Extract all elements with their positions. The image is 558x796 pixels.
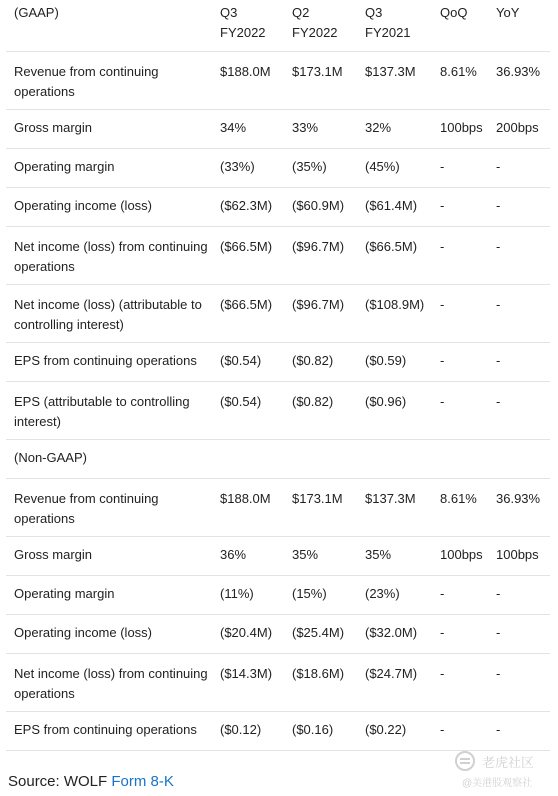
q2-fy2022-value: ($0.16) bbox=[292, 711, 365, 750]
q2-fy2022-value: ($0.82) bbox=[292, 381, 365, 439]
yoy-value: - bbox=[496, 711, 550, 750]
q2-fy2022-value: ($60.9M) bbox=[292, 187, 365, 226]
q2-fy2022-value: (35%) bbox=[292, 148, 365, 187]
q3-fy2021-value: ($32.0M) bbox=[365, 614, 440, 653]
table-row bbox=[6, 226, 550, 284]
yoy-value: 200bps bbox=[496, 109, 550, 148]
q3-fy2022-value: (33%) bbox=[220, 148, 292, 187]
tiger-logo-icon bbox=[452, 750, 478, 772]
qoq-value: - bbox=[440, 614, 496, 653]
non-gaap-section-row bbox=[6, 439, 550, 478]
q2-fy2022-value: ($96.7M) bbox=[292, 284, 365, 342]
q3-fy2022-value: ($0.54) bbox=[220, 381, 292, 439]
table-row bbox=[6, 381, 550, 439]
q3-fy2021-value: ($61.4M) bbox=[365, 187, 440, 226]
q2-fy2022-value: ($96.7M) bbox=[292, 226, 365, 284]
table-row bbox=[6, 653, 550, 711]
qoq-value: - bbox=[440, 653, 496, 711]
q2-fy2022-value: 35% bbox=[292, 536, 365, 575]
table-row bbox=[6, 148, 550, 187]
row-label: Gross margin bbox=[6, 536, 220, 575]
qoq-value: 8.61% bbox=[440, 478, 496, 536]
yoy-value: - bbox=[496, 381, 550, 439]
q3-fy2022-value: ($14.3M) bbox=[220, 653, 292, 711]
yoy-value: - bbox=[496, 284, 550, 342]
qoq-value: 100bps bbox=[440, 109, 496, 148]
q3-fy2022-value: $188.0M bbox=[220, 478, 292, 536]
q2-fy2022-value: $173.1M bbox=[292, 478, 365, 536]
q3-fy2022-value: ($66.5M) bbox=[220, 284, 292, 342]
row-label: Operating margin bbox=[6, 575, 220, 614]
q3-fy2022-value: ($62.3M) bbox=[220, 187, 292, 226]
q3-fy2022-value: ($0.12) bbox=[220, 711, 292, 750]
table-row bbox=[6, 284, 550, 342]
q3-fy2021-value: $137.3M bbox=[365, 51, 440, 109]
gaap-header: (GAAP) bbox=[6, 0, 220, 51]
q3-fy2022-value: ($20.4M) bbox=[220, 614, 292, 653]
table-row bbox=[6, 342, 550, 381]
table-header-row bbox=[6, 0, 550, 51]
qoq-header: QoQ bbox=[440, 0, 496, 51]
q3-fy2022-value: ($66.5M) bbox=[220, 226, 292, 284]
q3-fy2022-value: ($0.54) bbox=[220, 342, 292, 381]
table-row bbox=[6, 187, 550, 226]
q3-fy2021-header: Q3 FY2021 bbox=[365, 0, 440, 51]
row-label: Net income (loss) (attributable to controlling interest) bbox=[6, 284, 220, 342]
q2-fy2022-value: ($0.82) bbox=[292, 342, 365, 381]
table-row bbox=[6, 711, 550, 750]
row-label: Net income (loss) from continuing operations bbox=[6, 226, 220, 284]
yoy-value: 100bps bbox=[496, 536, 550, 575]
non-gaap-label: (Non-GAAP) bbox=[6, 439, 550, 478]
q3-fy2021-value: 32% bbox=[365, 109, 440, 148]
row-label: Operating income (loss) bbox=[6, 614, 220, 653]
q3-fy2021-value: ($24.7M) bbox=[365, 653, 440, 711]
yoy-value: - bbox=[496, 226, 550, 284]
qoq-value: - bbox=[440, 575, 496, 614]
q2-fy2022-value: ($18.6M) bbox=[292, 653, 365, 711]
q3-fy2022-value: (11%) bbox=[220, 575, 292, 614]
source-prefix: Source: WOLF bbox=[8, 773, 112, 790]
table-row bbox=[6, 109, 550, 148]
yoy-value: - bbox=[496, 148, 550, 187]
yoy-value: - bbox=[496, 575, 550, 614]
qoq-value: - bbox=[440, 342, 496, 381]
q2-fy2022-value: (15%) bbox=[292, 575, 365, 614]
q3-fy2022-header: Q3 FY2022 bbox=[220, 0, 292, 51]
table-row bbox=[6, 536, 550, 575]
q3-fy2021-value: ($0.22) bbox=[365, 711, 440, 750]
row-label: Operating income (loss) bbox=[6, 187, 220, 226]
yoy-value: - bbox=[496, 342, 550, 381]
qoq-value: 100bps bbox=[440, 536, 496, 575]
table-row bbox=[6, 575, 550, 614]
row-label: Operating margin bbox=[6, 148, 220, 187]
table-row bbox=[6, 478, 550, 536]
table-row bbox=[6, 614, 550, 653]
q3-fy2021-value: ($108.9M) bbox=[365, 284, 440, 342]
q3-fy2021-value: ($0.59) bbox=[365, 342, 440, 381]
qoq-value: - bbox=[440, 711, 496, 750]
qoq-value: - bbox=[440, 284, 496, 342]
q3-fy2021-value: ($66.5M) bbox=[365, 226, 440, 284]
row-label: EPS from continuing operations bbox=[6, 711, 220, 750]
watermark bbox=[452, 750, 552, 792]
yoy-value: 36.93% bbox=[496, 478, 550, 536]
financial-results-table bbox=[6, 0, 550, 751]
q3-fy2021-value: (45%) bbox=[365, 148, 440, 187]
row-label: EPS (attributable to controlling interest) bbox=[6, 381, 220, 439]
yoy-value: - bbox=[496, 614, 550, 653]
yoy-value: - bbox=[496, 653, 550, 711]
form-8k-link[interactable]: Form 8-K bbox=[111, 773, 174, 790]
q2-fy2022-value: 33% bbox=[292, 109, 365, 148]
q3-fy2022-value: 36% bbox=[220, 536, 292, 575]
row-label: Revenue from continuing operations bbox=[6, 478, 220, 536]
q2-fy2022-value: ($25.4M) bbox=[292, 614, 365, 653]
row-label: Revenue from continuing operations bbox=[6, 51, 220, 109]
watermark-line2: @美港股观察社 bbox=[462, 778, 533, 789]
yoy-value: - bbox=[496, 187, 550, 226]
yoy-value: 36.93% bbox=[496, 51, 550, 109]
qoq-value: - bbox=[440, 381, 496, 439]
q3-fy2021-value: (23%) bbox=[365, 575, 440, 614]
qoq-value: - bbox=[440, 226, 496, 284]
q2-fy2022-header: Q2 FY2022 bbox=[292, 0, 365, 51]
q3-fy2021-value: ($0.96) bbox=[365, 381, 440, 439]
watermark-line1: 老虎社区 bbox=[482, 755, 535, 770]
yoy-header: YoY bbox=[496, 0, 550, 51]
row-label: EPS from continuing operations bbox=[6, 342, 220, 381]
q3-fy2021-value: $137.3M bbox=[365, 478, 440, 536]
q2-fy2022-value: $173.1M bbox=[292, 51, 365, 109]
row-label: Gross margin bbox=[6, 109, 220, 148]
qoq-value: - bbox=[440, 148, 496, 187]
qoq-value: - bbox=[440, 187, 496, 226]
q3-fy2022-value: $188.0M bbox=[220, 51, 292, 109]
q3-fy2021-value: 35% bbox=[365, 536, 440, 575]
table-row bbox=[6, 51, 550, 109]
qoq-value: 8.61% bbox=[440, 51, 496, 109]
source-line bbox=[8, 772, 174, 792]
row-label: Net income (loss) from continuing operations bbox=[6, 653, 220, 711]
q3-fy2022-value: 34% bbox=[220, 109, 292, 148]
